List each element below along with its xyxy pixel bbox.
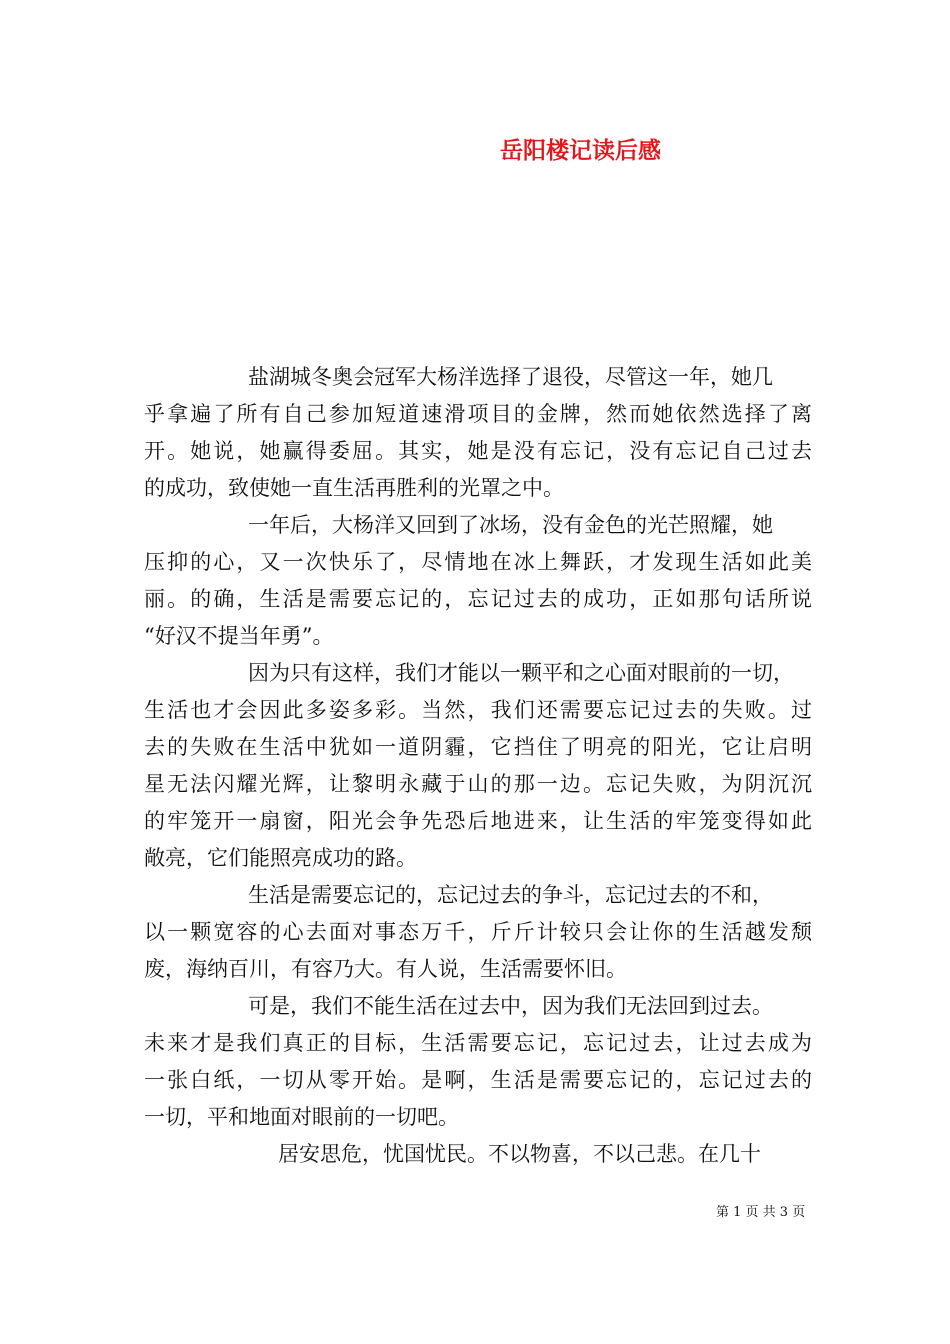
- page-number: 第 1 页 共 3 页: [716, 1205, 806, 1220]
- text-line: 生活也才会因此多姿多彩。当然，我们还需要忘记过去的失败。过: [144, 698, 812, 722]
- text-line: 的牢笼开一扇窗，阳光会争先恐后地进来，让生活的牢笼变得如此: [144, 809, 812, 833]
- document-title: 岳阳楼记读后感: [500, 137, 661, 164]
- text-line: 压抑的心，又一次快乐了，尽情地在冰上舞跃，才发现生活如此美: [144, 550, 812, 574]
- text-line: 生活是需要忘记的，忘记过去的争斗，忘记过去的不和，: [248, 883, 773, 907]
- text-line: 未来才是我们真正的目标，生活需要忘记，忘记过去，让过去成为: [144, 1031, 812, 1055]
- text-line: 去的失败在生活中犹如一道阴霾，它挡住了明亮的阳光，它让启明: [144, 735, 812, 759]
- text-line: 一张白纸，一切从零开始。是啊，生活是需要忘记的，忘记过去的: [144, 1068, 812, 1092]
- text-line: 一切，平和地面对眼前的一切吧。: [144, 1105, 459, 1129]
- text-line: 因为只有这样，我们才能以一颗平和之心面对眼前的一切，: [248, 661, 794, 685]
- text-line: 开。她说，她赢得委屈。其实，她是没有忘记，没有忘记自己过去: [144, 439, 812, 463]
- text-line: 敞亮，它们能照亮成功的路。: [144, 846, 417, 870]
- text-line: 盐湖城冬奥会冠军大杨洋选择了退役，尽管这一年，她几: [248, 365, 773, 389]
- text-line: “好汉不提当年勇”。: [144, 624, 334, 648]
- text-line: 废，海纳百川，有容乃大。有人说，生活需要怀旧。: [144, 957, 627, 981]
- text-line: 一年后，大杨洋又回到了冰场，没有金色的光芒照耀，她: [248, 513, 773, 537]
- text-line: 星无法闪耀光辉，让黎明永藏于山的那一边。忘记失败，为阴沉沉: [144, 772, 812, 796]
- text-line: 以一颗宽容的心去面对事态万千，斤斤计较只会让你的生活越发颓: [144, 920, 812, 944]
- text-line: 乎拿遍了所有自己参加短道速滑项目的金牌，然而她依然选择了离: [144, 402, 812, 426]
- text-line: 丽。的确，生活是需要忘记的，忘记过去的成功，正如那句话所说: [144, 587, 812, 611]
- text-line: 的成功，致使她一直生活再胜利的光罩之中。: [144, 476, 564, 500]
- text-line: 居安思危，忧国忧民。不以物喜，不以己悲。在几十: [278, 1142, 761, 1166]
- article-body: [144, 359, 812, 1173]
- text-line: 可是，我们不能生活在过去中，因为我们无法回到过去。: [248, 994, 773, 1018]
